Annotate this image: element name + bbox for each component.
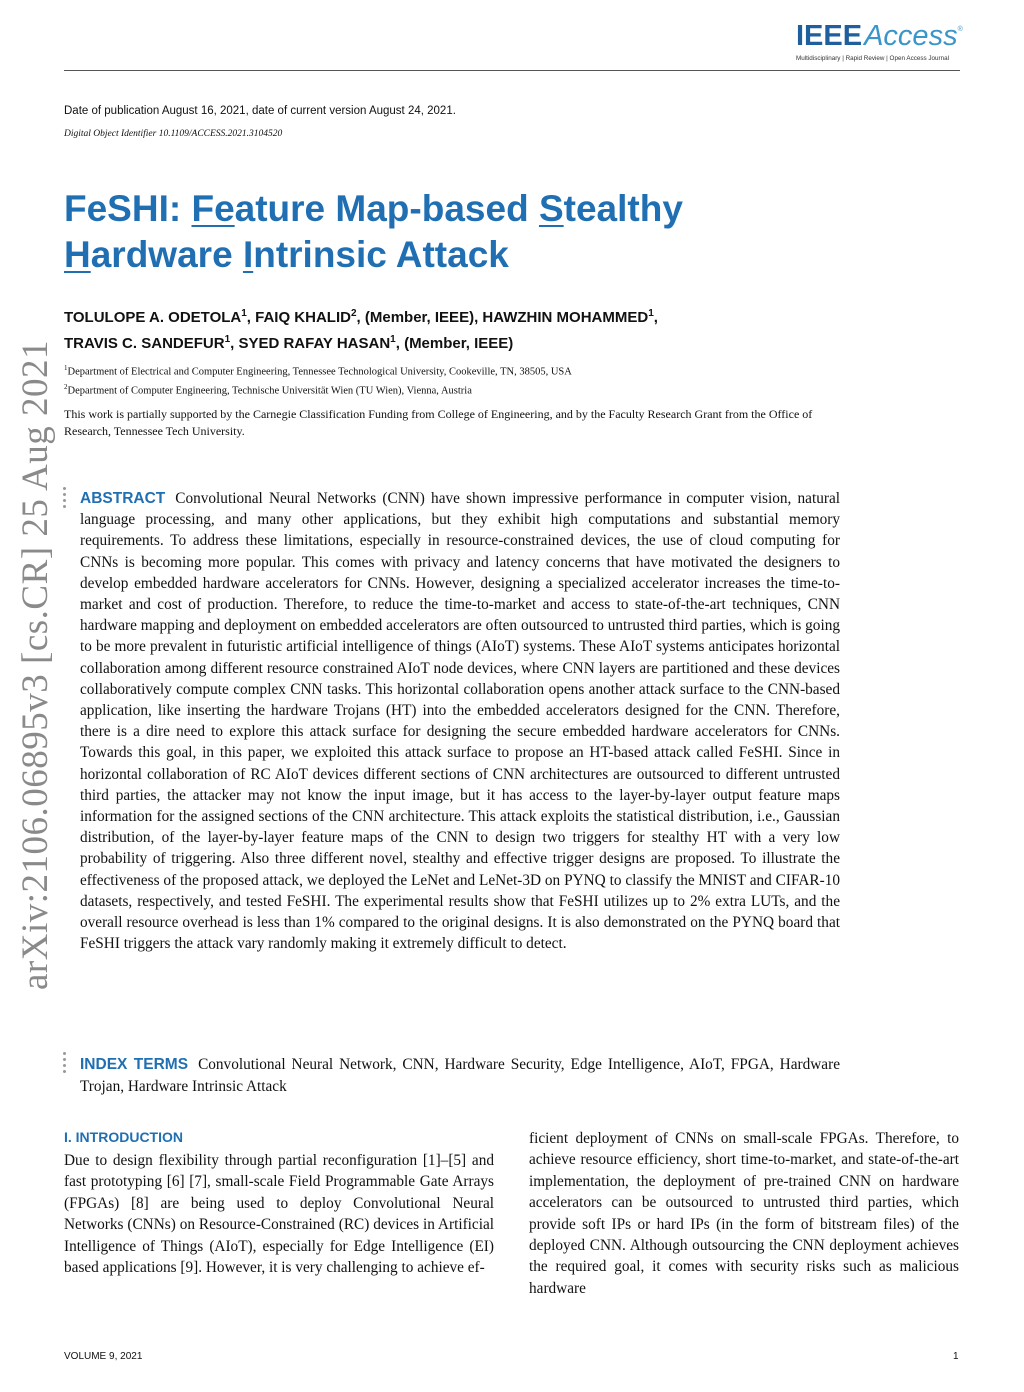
abstract [80, 488, 840, 954]
affiliation-superscript: 1 [241, 308, 247, 319]
introduction-left-column [64, 1128, 494, 1278]
header-rule [64, 70, 960, 71]
abstract-dots-icon [63, 487, 69, 508]
abstract-text: Convolutional Neural Networks (CNN) have shown impressive performance in computer vision, natural language processing, and many other applications, but they exhibit high computations and substantial memory requirements. To address these limitations, especially in resource-constrained devices, the use of cloud computing for CNNs is becoming more popular. This comes with privacy and latency concerns that have motivated the designers to develop embedded hardware accelerators for CNNs. However, designing a specialized accelerator increases the time-to-market and cost of production. Therefore, to reduce the time-to-market and access to state-of-the-art techniques, CNN hardware mapping and deployment on embedded accelerators are often outsourced to untrusted third parties, which is going to be more prevalent in futuristic artificial intelligence of things (AIoT) systems. These AIoT systems anticipates horizontal collaboration among different resource constrained AIoT node devices, where CNN layers are partitioned and these devices collaboratively compute complex CNN tasks. This horizontal collaboration opens another attack surface to the CNN-based application, like inserting the hardware Trojans (HT) into the embedded accelerators designed for the CNN. Therefore, there is a dire need to explore this attack surface for designing the secure embedded hardware accelerators for CNNs. Towards this goal, in this paper, we exploited this attack surface to propose an HT-based attack called FeSHI. Since in horizontal collaboration of RC AIoT devices different sections of CNN architectures are outsourced to different untrusted third parties, the attacker may not know the input image, but it has access to the layer-by-layer output feature maps information for the assigned sections of the CNN architecture. This attack exploits the statistical distribution, i.e., Gaussian distribution, of the layer-by-layer feature maps of the CNN to design two triggers for stealthy HT with a very low probability of triggering. Also three different novel, stealthy and effective trigger designs are proposed. To illustrate the effectiveness of the proposed attack, we deployed the LeNet and LeNet-3D on PYNQ to classify the MNIST and CIFAR-10 datasets, respectively, and tested FeSHI. The experimental results show that FeSHI utilizes up to 2% extra LUTs, and the overall resource overhead is less than 1% compared to the original designs. It is also demonstrated on the PYNQ board that FeSHI triggers the attack vary randomly making it extremely difficult to detect. [80, 490, 840, 953]
affiliation-superscript: 2 [350, 308, 357, 319]
funding-note: This work is partially supported by the Carnegie Classification Funding from College of Engineering, and by the Faculty Research Grant from the Office of Research, Tennessee Tech University. [64, 407, 813, 438]
author-name: , (Member, IEEE) [395, 335, 514, 352]
title-part: ardware [90, 234, 243, 275]
title-underlined-part: I [242, 234, 254, 275]
logo-registered-mark: ® [957, 26, 963, 33]
author-name: TOLULOPE A. ODETOLA [64, 309, 242, 326]
introduction-right-text: ficient deployment of CNNs on small-scale FPGAs. Therefore, to achieve resource efficiency, short time-to-market, and state-of-the-art implementation, the deployment of pre-trained CNN on hardware accelerators can be outsourced to untrusted third parties, which provide soft IPs or hard IPs (in the form of bitstream files) of the deployed CNN. Although outsourcing the CNN deployment achieves the required goal, it comes with security risks such as malicious hardware [529, 1130, 959, 1297]
logo-tagline: Multidisciplinary | Rapid Review | Open Access Journal [796, 55, 950, 62]
logo-ieee-text: IEEE [796, 20, 863, 52]
author-list [64, 303, 944, 355]
abstract-label: ABSTRACT [80, 490, 166, 507]
affiliation-number: 1 [64, 364, 68, 372]
footer-page-number: 1 [953, 1351, 959, 1362]
affiliation-superscript: 1 [390, 334, 396, 345]
affiliation-superscript: 1 [648, 308, 654, 319]
logo-access-text: Access [864, 20, 958, 52]
affiliations [64, 361, 572, 398]
paper-title [64, 186, 924, 278]
index-terms-label: INDEX TERMS [80, 1056, 189, 1073]
affiliation-line [64, 361, 572, 380]
doi: Digital Object Identifier 10.1109/ACCESS.2021.3104520 [64, 129, 283, 139]
title-underlined-part: Fe [191, 188, 235, 229]
title-part: ature Map-based [234, 188, 539, 229]
section-heading-introduction: I. INTRODUCTION [64, 1129, 183, 1145]
author-name: TRAVIS C. SANDEFUR [64, 335, 225, 352]
affiliation-text: Department of Computer Engineering, Technische Universität Wien (TU Wien), Vienna, Austria [67, 385, 472, 396]
author-name: , (Member, IEEE), HAWZHIN MOHAMMED [356, 309, 649, 326]
publication-date: Date of publication August 16, 2021, date of current version August 24, 2021. [64, 105, 456, 117]
affiliation-line [64, 380, 572, 399]
ieee-access-logo [796, 20, 963, 66]
footer-volume: VOLUME 9, 2021 [64, 1351, 143, 1362]
introduction-left-text: Due to design flexibility through partial reconfiguration [1]–[5] and fast prototyping [6] [7], small-scale Field Programmable Gate Arrays (FPGAs) [8] are being used to deploy Convolutional Neural Networks (CNNs) on Resource-Constrained (RC) devices in Artificial Intelligence of Things (AIoT), especially for Edge Intelligence (EI) based applications [9]. However, it is very challenging to achieve ef- [64, 1152, 494, 1277]
affiliation-text: Department of Electrical and Computer Engineering, Tennessee Technological University, Cookeville, TN, 38505, USA [67, 366, 572, 378]
author-separator: , [653, 309, 658, 326]
title-part: ntrinsic Attack [253, 234, 509, 275]
title-part: FeSHI: [64, 188, 192, 229]
affiliation-superscript: 1 [224, 334, 231, 345]
introduction-right-column [529, 1128, 959, 1299]
index-terms-text: Convolutional Neural Network, CNN, Hardware Security, Edge Intelligence, AIoT, FPGA, Hardware Trojan, Hardware Intrinsic Attack [80, 1056, 840, 1095]
index-terms-dots-icon [63, 1052, 69, 1073]
author-name: , FAIQ KHALID [246, 309, 351, 326]
arxiv-identifier-stamp[interactable]: arXiv:2106.06895v3 [cs.CR] 25 Aug 2021 [15, 339, 56, 990]
title-part: tealthy [563, 188, 683, 229]
title-underlined-part: H [64, 234, 91, 275]
affiliation-number: 2 [64, 382, 68, 391]
title-underlined-part: S [538, 188, 564, 229]
author-name: , SYED RAFAY HASAN [230, 335, 391, 352]
index-terms [80, 1054, 840, 1097]
